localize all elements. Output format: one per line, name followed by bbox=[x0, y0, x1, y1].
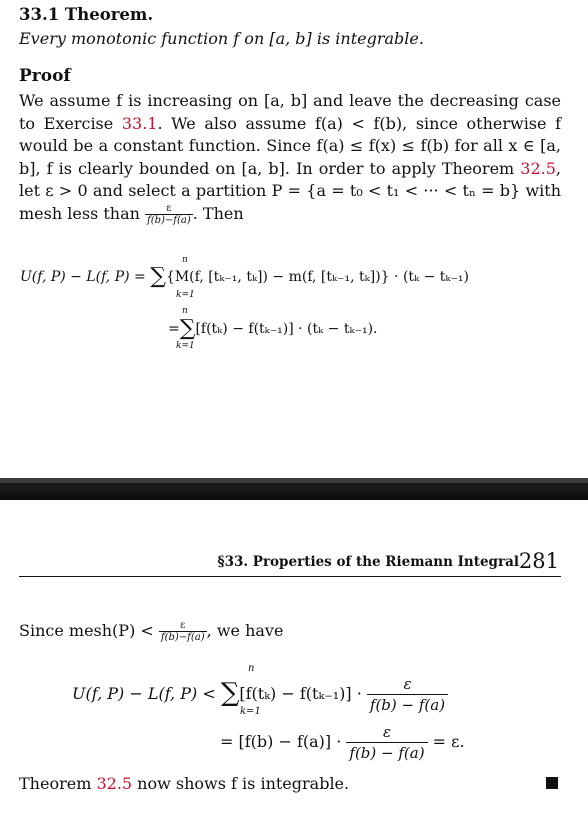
equation-line-2 bbox=[168, 314, 378, 339]
page-separator bbox=[0, 478, 588, 500]
equation-lhs: = [f(b) − f(a)] · bbox=[220, 732, 347, 751]
conclusion-paragraph bbox=[19, 773, 561, 796]
text-run: . We also assume f(a) < f(b), since otherwise f would be a constant function. Since f(a) ≤ f(x) ≤ f(b) for all x ∈ [a, b], f is clearly bounded on [a, b]. In order to apply Theorem bbox=[19, 113, 562, 178]
sum-symbol: ∑ bbox=[179, 316, 196, 341]
sum-lower-limit: k=1 bbox=[176, 290, 195, 300]
text-run: , let ε > 0 and select a partition P = {a = t₀ < t₁ < ··· < tₙ = b} with mesh less than bbox=[19, 158, 561, 223]
fraction-numerator: ε bbox=[145, 203, 193, 215]
equation-lhs: U(f, P) − L(f, P) = bbox=[20, 269, 151, 285]
epsilon-fraction bbox=[367, 674, 448, 715]
sum-symbol: ∑ bbox=[220, 678, 240, 708]
continuation-paragraph bbox=[19, 620, 561, 643]
mesh-fraction bbox=[159, 620, 207, 643]
exercise-link[interactable]: 33.1 bbox=[121, 113, 158, 133]
proof-paragraph bbox=[19, 90, 561, 226]
fraction-denominator: f(b)−f(a) bbox=[160, 632, 205, 643]
text-run: now shows f is integrable. bbox=[132, 774, 350, 793]
sum-upper-limit: n bbox=[248, 663, 255, 674]
proof-heading: Proof bbox=[19, 66, 71, 86]
text-run: . Then bbox=[192, 203, 244, 223]
epsilon-fraction bbox=[346, 722, 427, 763]
theorem-statement: Every monotonic function f on [a, b] is integrable. bbox=[19, 29, 424, 48]
sum-upper-limit: n bbox=[182, 306, 188, 316]
equation-rhs: [f(tₖ) − f(tₖ₋₁)] · (tₖ − tₖ₋₁). bbox=[195, 321, 378, 337]
page-bottom bbox=[0, 500, 588, 814]
fraction-numerator: ε bbox=[367, 674, 448, 695]
sum-lower-limit: k=1 bbox=[176, 341, 195, 351]
equation-line-4 bbox=[220, 722, 465, 763]
equals-sign: = bbox=[168, 321, 180, 337]
theorem-heading: 33.1 Theorem. bbox=[19, 5, 154, 24]
text-run: Since mesh(P) < bbox=[19, 621, 159, 640]
fraction-numerator: ε bbox=[346, 722, 427, 743]
section-title: §33. Properties of the Riemann Integral bbox=[217, 554, 519, 570]
text-run: Theorem bbox=[19, 774, 97, 793]
equation-line-1 bbox=[20, 262, 469, 287]
theorem-link[interactable]: 32.5 bbox=[96, 774, 133, 793]
equation-rhs: {M(f, [tₖ₋₁, tₖ]) − m(f, [tₖ₋₁, tₖ])} · (tₖ − tₖ₋₁) bbox=[165, 269, 469, 285]
sum-upper-limit: n bbox=[182, 255, 188, 265]
equation-rhs: = ε. bbox=[427, 732, 465, 751]
fraction-denominator: f(b)−f(a) bbox=[147, 214, 191, 226]
theorem-link[interactable]: 32.5 bbox=[520, 158, 556, 178]
sum-lower-limit: k=1 bbox=[240, 706, 261, 717]
equation-rhs: [f(tₖ) − f(tₖ₋₁)] · bbox=[239, 684, 367, 703]
mesh-fraction bbox=[145, 203, 193, 226]
fraction-numerator: ε bbox=[159, 620, 207, 632]
equation-lhs: U(f, P) − L(f, P) < bbox=[72, 684, 221, 703]
running-header bbox=[19, 549, 561, 577]
fraction-denominator: f(b) − f(a) bbox=[369, 696, 446, 714]
text-run: , we have bbox=[206, 621, 284, 640]
fraction-denominator: f(b) − f(a) bbox=[349, 744, 425, 762]
text-run: We assume f is increasing on [a, b] and leave the decreasing case to Exercise bbox=[19, 91, 561, 133]
sum-symbol: ∑ bbox=[150, 264, 166, 289]
page-number: 281 bbox=[518, 549, 559, 573]
qed-square-icon bbox=[546, 777, 558, 789]
